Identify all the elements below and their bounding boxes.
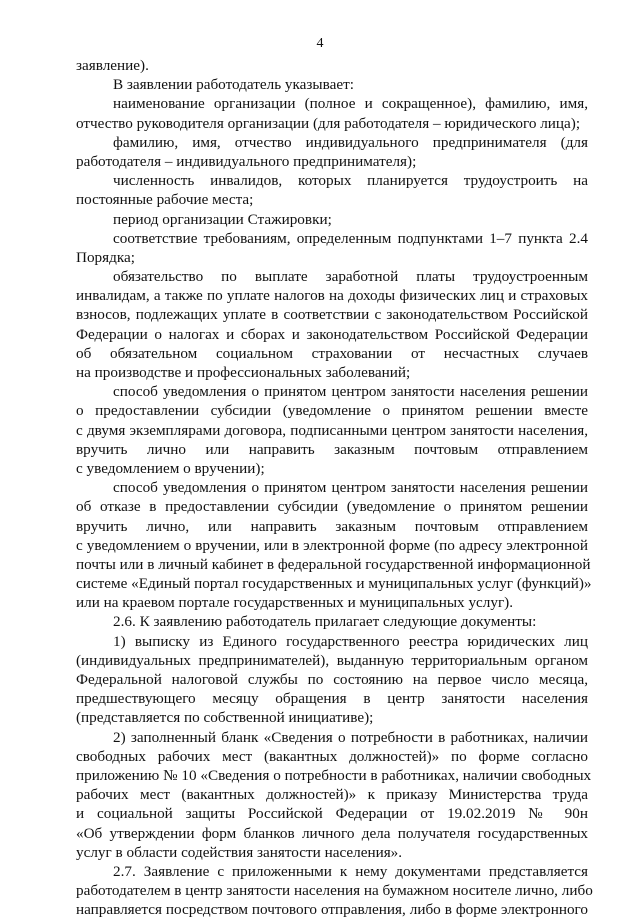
text-line: об обязательном социальном страховании от несчастных случаев [76, 344, 588, 362]
text-line: рабочих мест (вакантных должностей)» к приказу Министерства труда [76, 786, 588, 804]
text-line: с двумя экземплярами договора, подписанными центром занятости населения, [76, 421, 588, 439]
text-line: предшествующего месяцу обращения в центр занятости населения [76, 690, 588, 708]
text-line: взносов, подлежащих уплате в соответствии с законодательством Российской [76, 306, 588, 324]
text-line: 2.6. К заявлению работодатель прилагает следующие документы: [113, 613, 537, 631]
text-line: постоянные рабочие места; [76, 191, 254, 209]
text-line: «Об утверждении форм бланков личного дела получателя государственных [76, 824, 588, 842]
text-line: о предоставлении субсидии (уведомление о принятом решении вместе [76, 402, 588, 420]
text-line: работодателя – индивидуального предпринимателя); [76, 152, 417, 170]
text-line: направляется посредством почтового отправления, либо в форме электронного [76, 901, 588, 919]
text-line: на производстве и профессиональных заболеваний; [76, 364, 411, 381]
text-line: с уведомлением о вручении); [76, 459, 265, 477]
text-line: почты или в личный кабинет в федеральной государственной информационной [76, 555, 591, 573]
text-line: работодателем в центр занятости населения на бумажном носителе лично, либо [76, 882, 593, 900]
page-number: 4 [316, 36, 324, 51]
text-line: инвалидам, а также по уплате налогов на доходы физических лиц и страховых [76, 287, 588, 305]
text-line: заявление). [76, 57, 149, 74]
text-line: (индивидуальных предпринимателей), выданную территориальным органом [76, 651, 588, 669]
document-body [76, 56, 593, 919]
text-line: вручить лично, или направить заказным почтовым отправлением [76, 517, 588, 535]
text-line: период организации Стажировки; [113, 210, 332, 228]
text-line: вручить лично или направить заказным почтовым отправлением [76, 440, 588, 458]
text-line: обязательство по выплате заработной платы трудоустроенным [113, 268, 588, 286]
text-line: 2) заполненный бланк «Сведения о потребности в работниках, наличии [113, 728, 588, 746]
text-line: об отказе в предоставлении субсидии (уведомление о принятом решении [76, 498, 588, 516]
text-line: фамилию, имя, отчество индивидуального предпринимателя (для [113, 133, 588, 151]
text-line: приложению № 10 «Сведения о потребности в работниках, наличии свободных [76, 766, 592, 784]
text-line: (представляется по собственной инициативе); [76, 709, 374, 727]
text-line: наименование организации (полное и сокращенное), фамилию, имя, [113, 95, 588, 113]
text-line: услуг в области содействия занятости населения». [76, 843, 403, 861]
text-line: 1) выписку из Единого государственного реестра юридических лиц [113, 632, 588, 650]
text-line: 2.7. Заявление с приложенными к нему документами представляется [113, 862, 588, 880]
text-line: или на краевом портале государственных и муниципальных услуг). [76, 594, 514, 612]
text-line: способ уведомления о принятом центром занятости населения решении [113, 479, 588, 497]
text-line: Федерации о налогах и сборах и законодательством Российской Федерации [76, 325, 588, 343]
text-line: В заявлении работодатель указывает: [113, 76, 354, 94]
text-line: свободных рабочих мест (вакантных должностей)» по форме согласно [76, 747, 588, 765]
text-line: способ уведомления о принятом центром занятости населения решении [113, 383, 588, 401]
text-line: и социальной защиты Российской Федерации от 19.02.2019 № 90н [76, 805, 588, 823]
text-line: Федеральной налоговой службы по состоянию на первое число месяца, [76, 671, 588, 688]
text-line: Порядка; [76, 248, 135, 266]
text-line: соответствие требованиям, определенным подпунктами 1–7 пункта 2.4 [113, 229, 588, 247]
text-line: с уведомлением о вручении, или в электронной форме (по адресу электронной [76, 536, 588, 554]
text-line: отчество руководителя организации (для работодателя – юридического лица); [76, 114, 581, 132]
text-line: численность инвалидов, которых планируется трудоустроить на [113, 172, 588, 190]
text-line: системе «Единый портал государственных и муниципальных услуг (функций)» [76, 575, 592, 593]
